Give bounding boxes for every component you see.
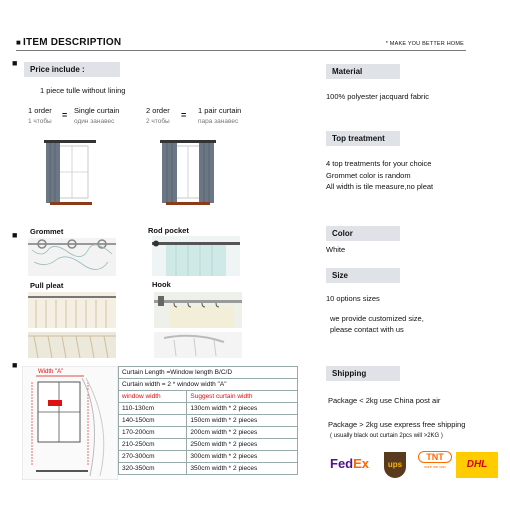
section-title: ■ ITEM DESCRIPTION (16, 37, 122, 48)
table-cell: Curtain width = 2 * window width "A" (119, 379, 298, 391)
pair-curtain-label-ru: пара занавес (198, 118, 239, 125)
pull-pleat-label: Pull pleat (30, 281, 64, 290)
shipping-line: Package > 2kg use express free shipping (328, 420, 466, 429)
grommet-photo (28, 238, 116, 276)
top-treatment-line: 4 top treatments for your choice (326, 159, 432, 168)
bullet: ■ (12, 360, 18, 370)
bullet: ■ (12, 230, 18, 240)
single-order: 1 order (28, 106, 52, 115)
single-curtain-label-ru: один занавес (74, 118, 115, 125)
pair-order-ru: 2 чтобы (146, 118, 170, 125)
table-cell: 150cm width * 2 pieces (187, 415, 298, 427)
window-measure-diagram (22, 366, 118, 480)
hook-detail-photo (154, 332, 242, 358)
table-cell: 270-300cm (119, 451, 187, 463)
material-text: 100% polyester jacquard fabric (326, 92, 429, 101)
shipping-heading: Shipping (326, 366, 400, 381)
table-cell: 110-130cm (119, 403, 187, 415)
grommet-label: Grommet (30, 227, 64, 236)
pull-pleat-detail-photo (28, 332, 116, 358)
color-text: White (326, 245, 346, 254)
table-row (119, 367, 298, 379)
table-cell: 320-350cm (119, 463, 187, 475)
tnt-logo: TNT sure we can (418, 451, 452, 469)
custom-size-line: please contact with us (330, 325, 404, 334)
table-cell: 170-200cm (119, 427, 187, 439)
table-cell: 250cm width * 2 pieces (187, 439, 298, 451)
price-line: 1 piece tulle without lining (40, 86, 126, 95)
equals-sign: = (181, 110, 187, 120)
dhl-logo: DHL (456, 452, 498, 478)
rod-pocket-photo (152, 236, 240, 276)
table-cell: 350cm width * 2 pieces (187, 463, 298, 475)
top-treatment-line: All width is tile measure,no pleat (326, 182, 434, 191)
divider (16, 50, 466, 51)
column-header: window width (119, 391, 187, 403)
ups-logo: ups (384, 452, 406, 478)
table-cell: 140-150cm (119, 415, 187, 427)
custom-size-line: we provide customized size, (330, 314, 424, 323)
size-heading: Size (326, 268, 400, 283)
top-treatment-heading: Top treatment (326, 131, 400, 146)
width-a-label: Width "A" (38, 369, 64, 375)
slogan: * MAKE YOU BETTER HOME (385, 41, 464, 47)
equals-sign: = (62, 110, 68, 120)
table-header-row (119, 391, 298, 403)
table-cell: 200cm width * 2 pieces (187, 427, 298, 439)
pair-curtain-image (160, 138, 216, 208)
hook-photo (154, 292, 242, 328)
bullet: ■ (12, 58, 18, 68)
pair-order: 2 order (146, 106, 170, 115)
single-curtain-label: Single curtain (74, 106, 120, 115)
rod-pocket-label: Rod pocket (148, 226, 189, 235)
table-cell: 130cm width * 2 pieces (187, 403, 298, 415)
single-order-ru: 1 чтобы (28, 118, 52, 125)
single-curtain-image (44, 138, 96, 208)
hook-label: Hook (152, 280, 171, 289)
color-heading: Color (326, 226, 400, 241)
table-row (119, 403, 298, 415)
table-row (119, 439, 298, 451)
table-row (119, 451, 298, 463)
shipping-note: ( usually black out curtain 2pcs will >2KG ) (330, 433, 443, 439)
table-row (119, 427, 298, 439)
shipping-line: Package < 2kg use China post air (328, 396, 441, 405)
top-treatment-line: Grommet color is random (326, 171, 411, 180)
table-cell: 300cm width * 2 pieces (187, 451, 298, 463)
table-row (119, 415, 298, 427)
size-text: 10 options sizes (326, 294, 380, 303)
size-chart-table (118, 366, 298, 475)
table-row (119, 379, 298, 391)
column-header: Suggest curtain width (187, 391, 298, 403)
material-heading: Material (326, 64, 400, 79)
table-row (119, 463, 298, 475)
price-heading: Price include : (24, 62, 120, 77)
table-cell: 210-250cm (119, 439, 187, 451)
pull-pleat-photo (28, 292, 116, 328)
fedex-logo: FedEx (330, 456, 370, 471)
table-cell: Curtain Length =Window length B/C/D (119, 367, 298, 379)
pair-curtain-label: 1 pair curtain (198, 106, 242, 115)
